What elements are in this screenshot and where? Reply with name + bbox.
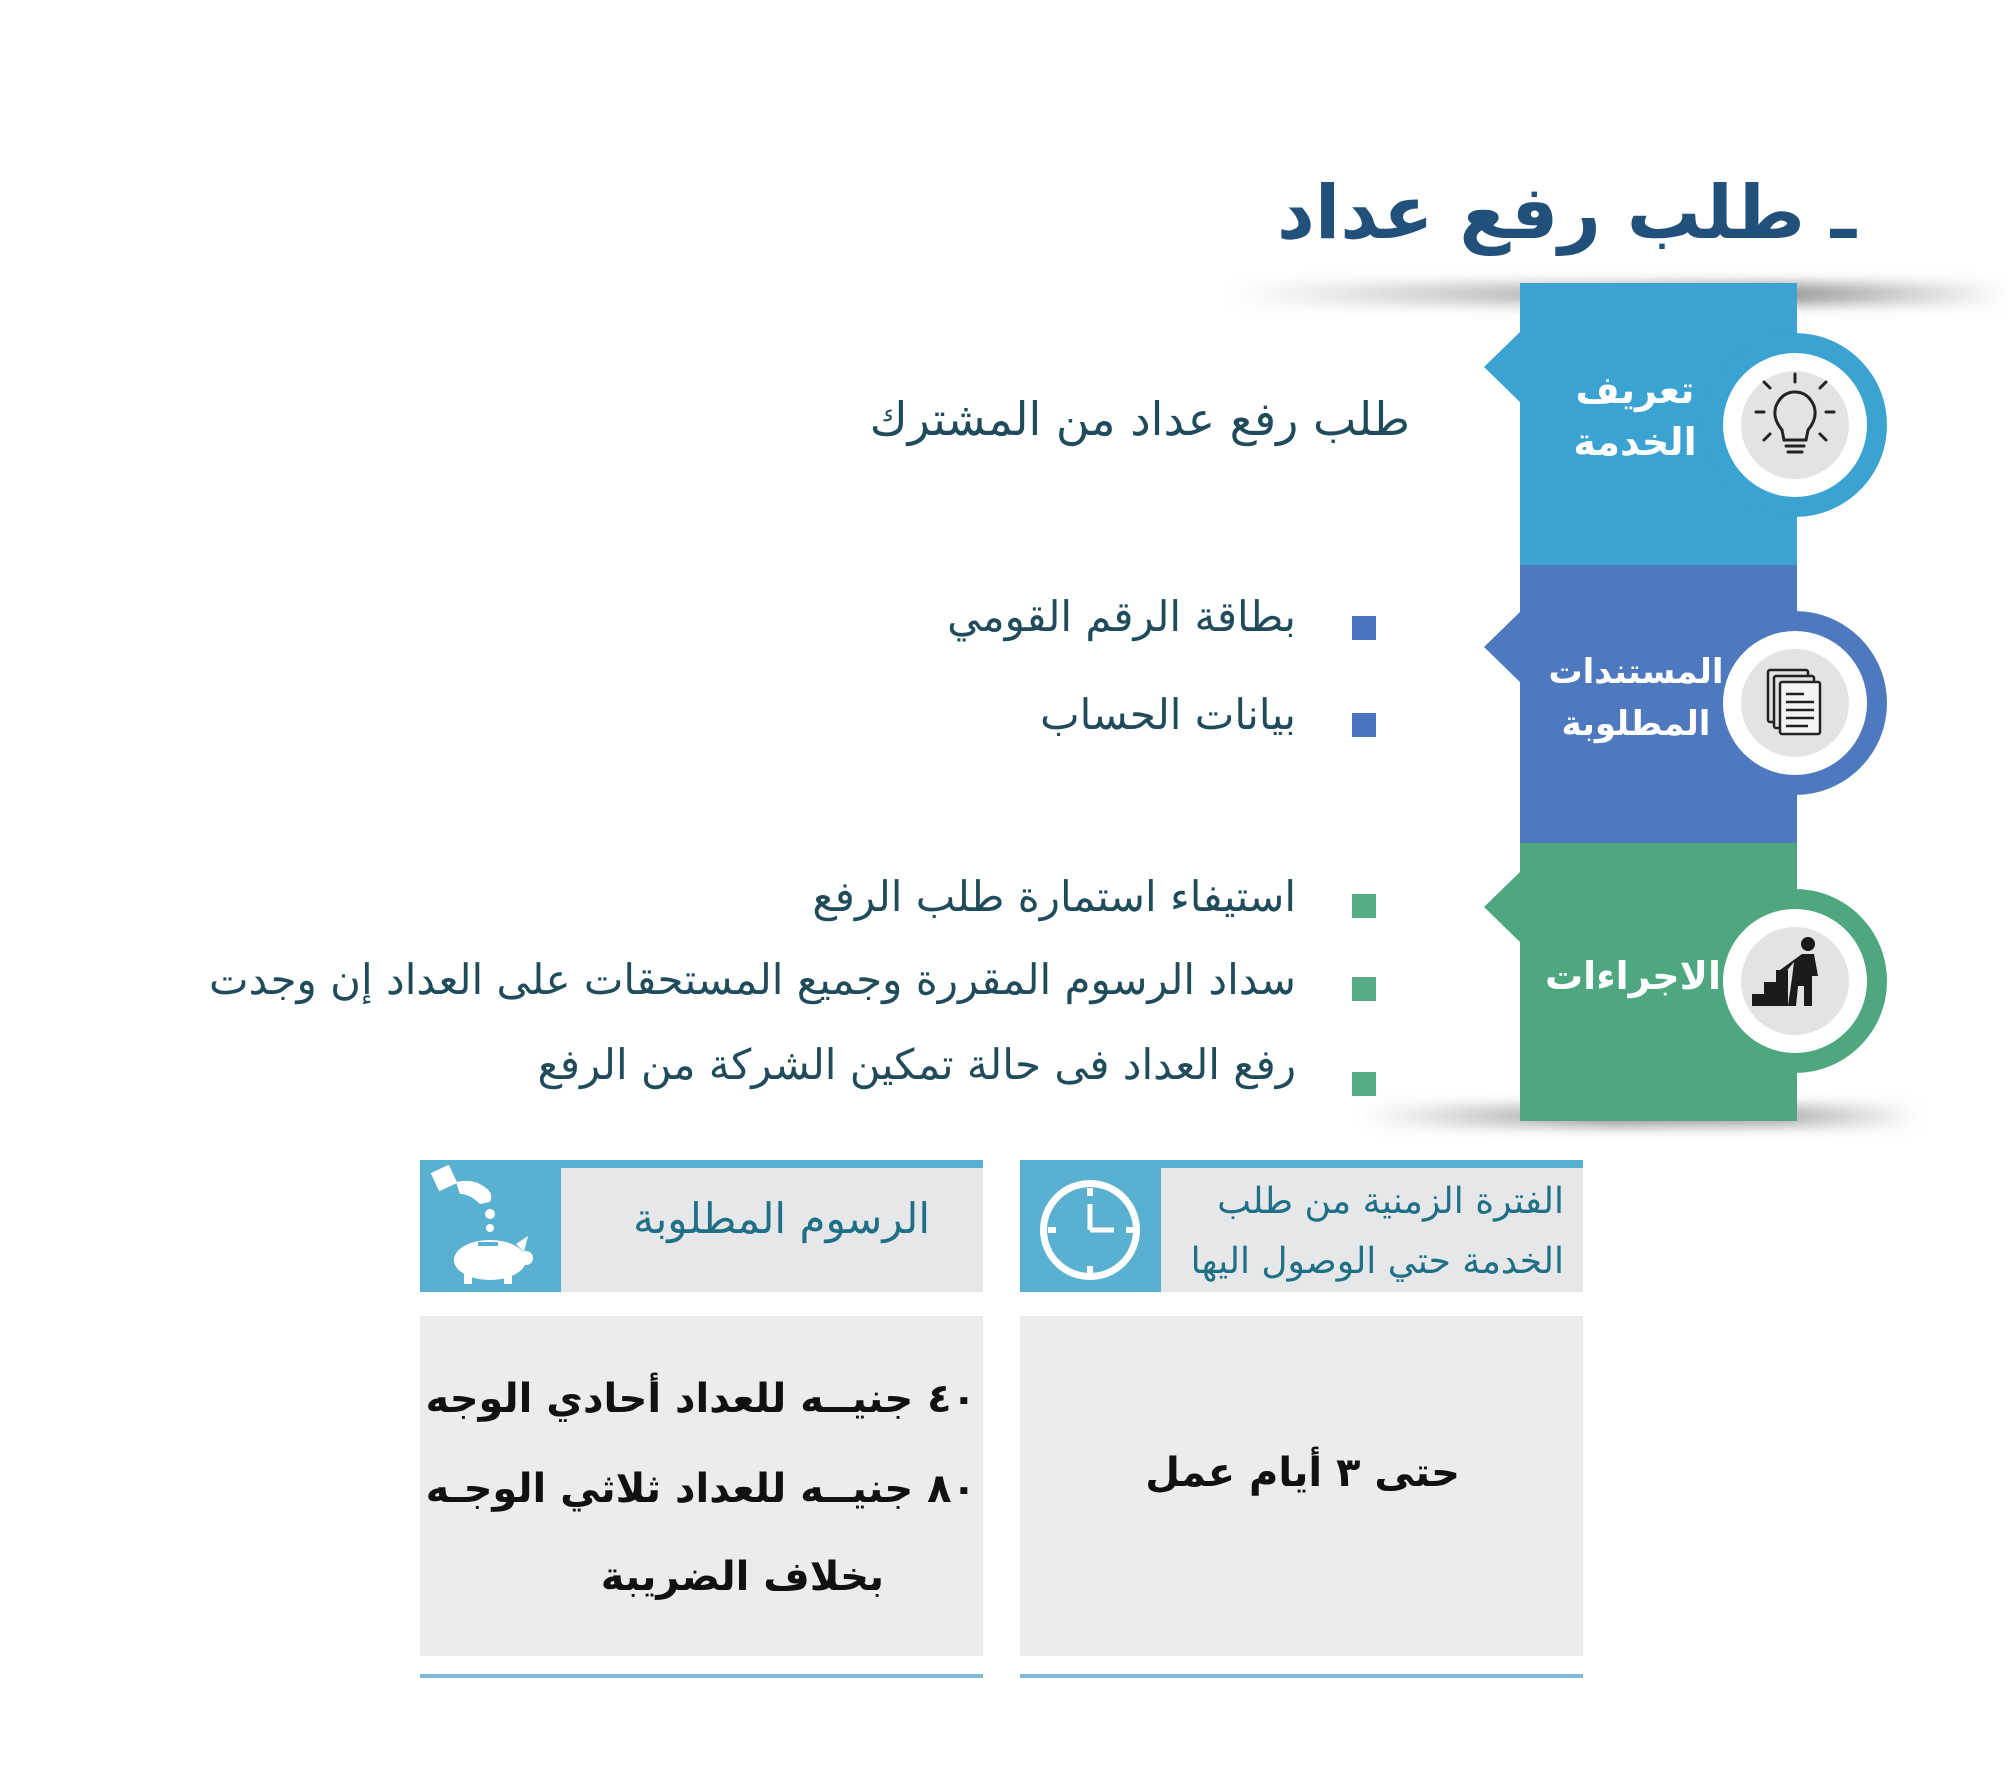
time-card-title [1191, 1172, 1564, 1292]
document-item: بيانات الحساب [1040, 690, 1296, 739]
document-item: بطاقة الرقم القومي [947, 592, 1296, 641]
definition-text: طلب رفع عداد من المشترك [869, 392, 1410, 446]
procedure-bullet [1352, 977, 1376, 1001]
document-bullet [1352, 616, 1376, 640]
section-procedures-label: الاجراءات [1544, 954, 1721, 998]
section-procedures-arrow [1484, 870, 1522, 944]
hand-coin-piggybank-icon [420, 1160, 561, 1292]
time-value: حتى ٣ أيام عمل [1145, 1450, 1460, 1496]
section-documents-arrow [1484, 610, 1522, 684]
procedure-item: سداد الرسوم المقررة وجميع المستحقات على العداد إن وجدت [209, 955, 1296, 1004]
time-card-bottom-rule [1020, 1674, 1583, 1678]
fee-line: ٤٠ جنيــه للعداد أحادي الوجه [425, 1376, 976, 1422]
section-definition-label-line1: تعريف [1575, 368, 1695, 412]
procedure-bullet [1352, 894, 1376, 918]
fees-card-title: الرسوم المطلوبة [633, 1194, 930, 1243]
procedure-item: استيفاء استمارة طلب الرفع [812, 872, 1296, 921]
section-documents-label [1520, 646, 1752, 750]
page-title: ـ طلب رفع عداد [1276, 170, 1856, 256]
procedure-bullet [1352, 1072, 1376, 1096]
time-card-icon-box [1020, 1160, 1161, 1292]
fees-card-bottom-rule [420, 1674, 983, 1678]
fees-card-icon-box [420, 1160, 561, 1292]
procedure-item: رفع العداد فى حالة تمكين الشركة من الرفع [537, 1040, 1296, 1089]
section-definition-arrow [1484, 330, 1522, 404]
time-card-title-line1: الفترة الزمنية من طلب [1217, 1181, 1564, 1222]
section-documents-label-line2: المطلوبة [1561, 704, 1711, 744]
fee-note: بخلاف الضريبة [600, 1554, 884, 1600]
section-definition-label-line2: الخدمة [1573, 420, 1697, 464]
document-bullet [1352, 713, 1376, 737]
clock-icon [1020, 1160, 1161, 1292]
time-card-title-line2: الخدمة حتي الوصول اليها [1190, 1241, 1564, 1282]
section-definition-label [1520, 364, 1750, 468]
section-documents-label-line1: المستندات [1548, 652, 1724, 692]
fee-line: ٨٠ جنيــه للعداد ثلاثي الوجـه [425, 1466, 976, 1512]
